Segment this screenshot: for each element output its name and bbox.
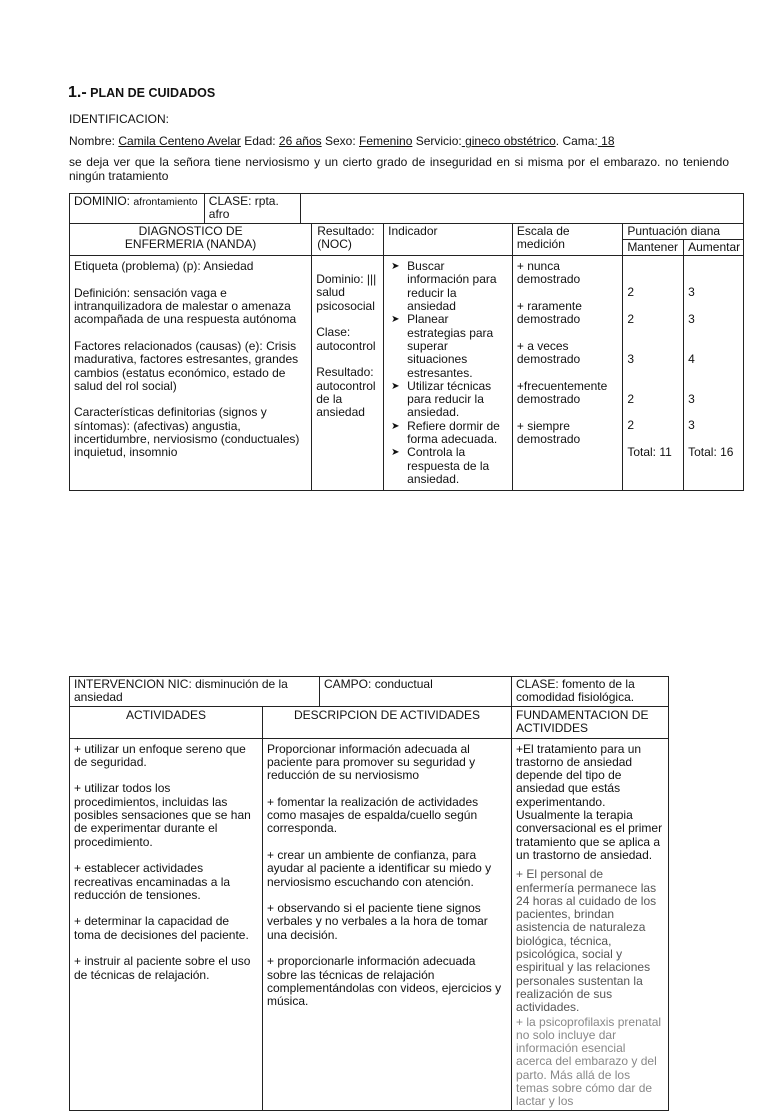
page-title	[68, 84, 215, 102]
diagnostico-definicion: Definición: sensación vaga e intranquilizadora de malestar o amenaza acompañada de una respuesta autónoma	[74, 285, 297, 327]
fundamentacion-item: +El tratamiento para un trastorno de ansiedad depende del tipo de ansiedad que estás experimentando. Usualmente la terapia conversacional es el primer tratamiento que se aplica a un trastorno de ansiedad.	[516, 741, 663, 862]
actividad-item: + instruir al paciente sobre el uso de técnicas de relajación.	[74, 954, 251, 982]
mantener-value: 2	[627, 311, 634, 326]
intervencion-cell: INTERVENCION NIC: disminución de la ansiedad	[70, 677, 320, 707]
mantener-value: 2	[627, 285, 634, 300]
col-aumentar: Aumentar	[684, 239, 744, 255]
resultado-clase: Clase: autocontrol	[316, 325, 376, 353]
col-descripcion: DESCRIPCION DE ACTIVIDADES	[263, 706, 512, 738]
edad-label: Edad:	[244, 134, 276, 148]
clase-fomento-cell: CLASE: fomento de la comodidad fisiológica.	[512, 677, 669, 707]
fundamentacion-cell	[512, 738, 669, 1110]
actividad-item: + establecer actividades recreativas encaminadas a la reducción de tensiones.	[74, 861, 231, 902]
col-fundamentacion: FUNDAMENTACION DE ACTIVIDDES	[512, 706, 669, 738]
indicador-item: ➤ Buscar información para reducir la ansiedad	[388, 260, 508, 313]
diagnostico-etiqueta: Etiqueta (problema) (p): Ansiedad	[74, 259, 254, 274]
sexo-value: Femenino	[359, 134, 413, 148]
campo-cell: CAMPO: conductual	[320, 677, 512, 707]
escala-cell	[512, 256, 622, 491]
fundamentacion-item: + El personal de enfermería permanece las 24 horas al cuidado de los pacientes, brindan asistencia de naturaleza biológica, técnica, psicológica, social y espiritual y las relaciones personales sustentan la realización de sus actividades.	[516, 867, 657, 1015]
aumentar-value: 4	[688, 351, 695, 366]
aumentar-value: 3	[688, 285, 695, 300]
col-mantener: Mantener	[623, 239, 684, 255]
indicador-item: ➤ Planear estrategias para superar situaciones estresantes.	[388, 313, 508, 379]
clase-row	[204, 194, 743, 224]
mantener-value: 2	[627, 418, 634, 433]
mantener-cell	[623, 256, 684, 491]
mantener-total: Total: 11	[627, 444, 672, 459]
aumentar-value: 3	[688, 391, 695, 406]
cama-value: 18	[597, 134, 615, 148]
servicio-value: gineco obstétrico	[461, 134, 556, 148]
descripcion-item: + crear un ambiente de confianza, para ayudar al paciente a identificar su miedo y nerviosismo escuchando con atención.	[267, 847, 492, 889]
actividades-cell	[70, 738, 263, 1110]
cama-label: . Cama:	[555, 134, 598, 148]
escala-item: + siempre demostrado	[516, 418, 581, 447]
servicio-label: Servicio:	[415, 134, 462, 148]
aumentar-cell	[684, 256, 744, 491]
col-resultado: Resultado: (NOC)	[312, 223, 384, 256]
escala-item: + a veces demostrado	[516, 338, 581, 367]
edad-value: 26 años	[278, 134, 322, 148]
col-actividades: ACTIVIDADES	[70, 706, 263, 738]
aumentar-value: 3	[688, 311, 695, 326]
escala-item: +frecuentemente demostrado	[516, 378, 608, 407]
indicador-item: ➤ Utilizar técnicas para reducir la ansiedad.	[388, 380, 508, 420]
diagnostico-caracteristicas: Características definitorias (signos y síntomas): (afectivas) angustia, incertidumbre, nerviosismo (conductuales) inquietud, insomnio	[74, 405, 300, 460]
descripcion-item: + proporcionarle información adecuada sobre las técnicas de relajación complementándolas con videos, ejercicios y música.	[267, 954, 502, 1009]
descripcion-item: Proporcionar información adecuada al paciente para promover su seguridad y reducción de su nerviosismo	[267, 741, 476, 783]
aumentar-value: 3	[688, 418, 695, 433]
dominio-cell: DOMINIO: afrontamiento	[70, 194, 205, 224]
resultado-dominio: Dominio: ||| salud psicosocial	[316, 272, 377, 313]
care-plan-table	[69, 193, 744, 491]
escala-item: + raramente demostrado	[516, 299, 582, 327]
mantener-value: 3	[627, 351, 634, 366]
actividad-item: + utilizar un enfoque sereno que de seguridad.	[74, 741, 246, 769]
nombre-value: Camila Centeno Avelar	[118, 134, 241, 148]
indicador-item: ➤ Controla la respuesta de la ansiedad.	[388, 446, 508, 486]
aumentar-total: Total: 16	[688, 444, 734, 459]
descripcion-cell	[263, 738, 512, 1110]
clase-cell: CLASE: rpta. afro	[205, 194, 301, 223]
identification-label: IDENTIFICACION:	[69, 112, 170, 126]
col-diagnostico: DIAGNOSTICO DE ENFERMERIA (NANDA)	[70, 223, 312, 256]
actividad-item: + utilizar todos los procedimientos, incluidas las posibles sensaciones que se han de experimentar durante el procedimiento.	[74, 781, 251, 849]
actividad-item: + determinar la capacidad de toma de decisiones del paciente.	[74, 914, 249, 942]
indicador-item: ➤ Refiere dormir de forma adecuada.	[388, 420, 508, 447]
patient-description: se deja ver que la señora tiene nerviosismo y un cierto grado de inseguridad en si misma por el embarazo. no teniendo ningún tratamiento	[69, 155, 729, 183]
diagnostico-factores: Factores relacionados (causas) (e): Crisis madurativa, factores estresantes, grandes cambios (estatus económico, estado de salud del rol social)	[74, 338, 299, 393]
section-title: PLAN DE CUIDADOS	[90, 86, 216, 100]
resultado-cell	[312, 256, 384, 491]
indicador-cell	[384, 256, 513, 491]
col-escala: Escala de medición	[512, 223, 622, 256]
nombre-label: Nombre:	[69, 134, 116, 148]
resultado-resultado: Resultado: autocontrol de la ansiedad	[316, 365, 376, 420]
sexo-label: Sexo:	[324, 134, 356, 148]
section-number: 1.-	[68, 84, 87, 101]
col-indicador: Indicador	[384, 223, 513, 256]
diagnostico-cell	[70, 256, 312, 491]
patient-info-line	[69, 134, 615, 148]
escala-item: + nunca demostrado	[516, 259, 581, 287]
descripcion-item: + fomentar la realización de actividades como masajes de espalda/cuello según corresponda.	[267, 794, 479, 836]
mantener-value: 2	[627, 391, 634, 406]
dominio-value: afrontamiento	[133, 196, 198, 208]
fundamentacion-item: + la psicoprofilaxis prenatal no solo incluye dar información esencial acerca del embarazo y del parto. Más allá de los temas sobre cómo dar de lactar y los	[516, 1014, 662, 1109]
descripcion-item: + observando si el paciente tiene signos verbales y no verbales a la hora de tomar una decisión.	[267, 901, 488, 942]
col-puntuacion: Puntuación diana	[623, 223, 744, 239]
intervention-table	[69, 676, 669, 1111]
